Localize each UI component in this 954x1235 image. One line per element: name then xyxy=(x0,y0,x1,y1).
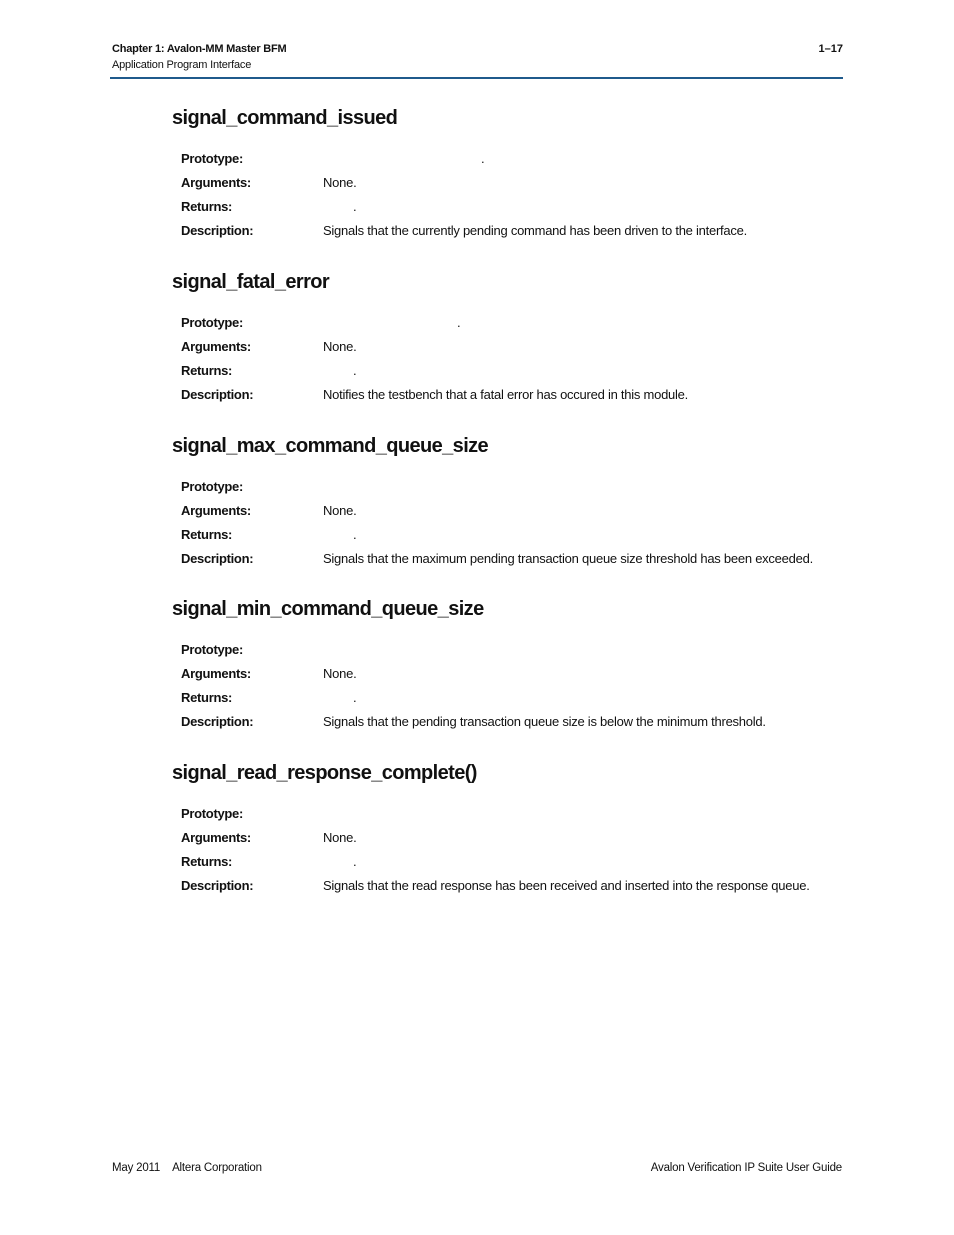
footer-date: May 2011 xyxy=(112,1162,161,1174)
arguments-value: None. xyxy=(323,175,357,190)
returns-value: . xyxy=(353,690,357,705)
description-label: Description: xyxy=(181,878,254,893)
arguments-label: Arguments: xyxy=(181,666,251,681)
returns-label: Returns: xyxy=(181,363,233,378)
description-label: Description: xyxy=(181,551,254,566)
prototype-row xyxy=(181,805,861,823)
prototype-row xyxy=(181,314,861,332)
returns-row xyxy=(181,853,861,871)
returns-label: Returns: xyxy=(181,690,233,705)
api-section-signal-command-issued xyxy=(0,106,954,256)
returns-row xyxy=(181,198,861,216)
prototype-value: . xyxy=(481,151,485,166)
arguments-label: Arguments: xyxy=(181,175,251,190)
description-label: Description: xyxy=(181,223,254,238)
prototype-row xyxy=(181,478,861,496)
api-title: signal_fatal_error xyxy=(172,271,330,293)
footer-left xyxy=(112,1162,262,1174)
prototype-label: Prototype: xyxy=(181,479,244,494)
description-row xyxy=(181,222,861,240)
api-title: signal_min_command_queue_size xyxy=(172,598,484,620)
prototype-value: . xyxy=(457,315,461,330)
header-section: Application Program Interface xyxy=(112,59,252,71)
arguments-label: Arguments: xyxy=(181,830,251,845)
returns-value: . xyxy=(353,199,357,214)
description-row xyxy=(181,713,861,731)
arguments-value: None. xyxy=(323,830,357,845)
arguments-row xyxy=(181,665,861,683)
description-value: Signals that the maximum pending transaction queue size threshold has been exceeded. xyxy=(323,551,813,566)
description-label: Description: xyxy=(181,714,254,729)
prototype-label: Prototype: xyxy=(181,806,244,821)
api-section-signal-read-response-complete xyxy=(0,761,954,911)
description-value: Signals that the read response has been received and inserted into the response queue. xyxy=(323,878,810,893)
api-title: signal_read_response_complete() xyxy=(172,762,477,784)
api-section-signal-fatal-error xyxy=(0,270,954,420)
header-page-number: 1–17 xyxy=(818,43,843,55)
api-section-signal-max-command-queue-size xyxy=(0,434,954,584)
prototype-label: Prototype: xyxy=(181,151,244,166)
arguments-row xyxy=(181,829,861,847)
description-value: Signals that the pending transaction queue size is below the minimum threshold. xyxy=(323,714,766,729)
arguments-value: None. xyxy=(323,339,357,354)
description-row xyxy=(181,877,861,895)
returns-value: . xyxy=(353,363,357,378)
footer-company: Altera Corporation xyxy=(172,1162,262,1174)
prototype-label: Prototype: xyxy=(181,315,244,330)
description-label: Description: xyxy=(181,387,254,402)
prototype-row xyxy=(181,150,861,168)
returns-value: . xyxy=(353,527,357,542)
returns-row xyxy=(181,526,861,544)
description-value: Notifies the testbench that a fatal error has occured in this module. xyxy=(323,387,689,402)
prototype-row xyxy=(181,641,861,659)
returns-label: Returns: xyxy=(181,854,233,869)
api-title: signal_command_issued xyxy=(172,107,398,129)
prototype-label: Prototype: xyxy=(181,642,244,657)
header-rule xyxy=(110,77,843,79)
arguments-row xyxy=(181,338,861,356)
arguments-row xyxy=(181,502,861,520)
returns-label: Returns: xyxy=(181,199,233,214)
returns-value: . xyxy=(353,854,357,869)
footer-guide-title: Avalon Verification IP Suite User Guide xyxy=(650,1162,842,1174)
page-header xyxy=(112,43,843,77)
arguments-label: Arguments: xyxy=(181,503,251,518)
arguments-value: None. xyxy=(323,503,357,518)
description-row xyxy=(181,386,861,404)
arguments-label: Arguments: xyxy=(181,339,251,354)
returns-row xyxy=(181,362,861,380)
arguments-value: None. xyxy=(323,666,357,681)
arguments-row xyxy=(181,174,861,192)
header-chapter: Chapter 1: Avalon-MM Master BFM xyxy=(112,43,287,55)
api-title: signal_max_command_queue_size xyxy=(172,435,489,457)
returns-label: Returns: xyxy=(181,527,233,542)
returns-row xyxy=(181,689,861,707)
description-value: Signals that the currently pending command has been driven to the interface. xyxy=(323,223,747,238)
api-section-signal-min-command-queue-size xyxy=(0,597,954,747)
description-row xyxy=(181,550,861,568)
